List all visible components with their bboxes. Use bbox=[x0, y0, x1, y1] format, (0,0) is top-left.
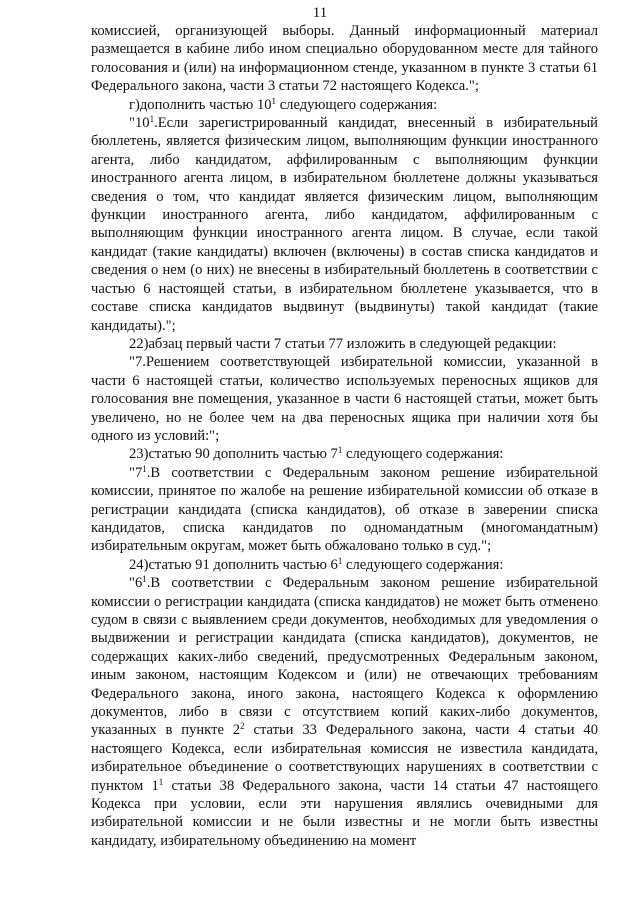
paragraph bbox=[91, 556, 598, 574]
paragraph bbox=[91, 114, 598, 335]
paragraph-text: "10 bbox=[129, 115, 150, 132]
paragraph-text: 22)абзац первый части 7 статьи 77 изложить в следующей редакции: bbox=[129, 335, 557, 352]
paragraph-text: следующего содержания: bbox=[342, 556, 504, 573]
paragraph-text: статьи 38 Федерального закона, части 14 статьи 47 настоящего Кодекса при условии, если эти нарушения являлись очевидными для избирательной комиссии и не были известны и не могли быть известны кандидату, избирательному объединению на момент bbox=[91, 777, 599, 849]
paragraph-text: .В соответствии с Федеральным законом решение избирательной комиссии, принятое по жалобе на решение избирательной комиссии об отказе в регистрации кандидата (списка кандидатов), об отказе в заверении списка кандидатов, списка кандидатов по одномандатным (многомандатным) избирательным округам, может быть обжаловано только в суд."; bbox=[91, 464, 598, 555]
paragraph-text: следующего содержания: bbox=[276, 96, 438, 113]
document-body bbox=[91, 22, 598, 850]
paragraph bbox=[91, 353, 598, 445]
paragraph-text: 23)статью 90 дополнить частью 7 bbox=[129, 446, 338, 463]
paragraph-text: комиссией, организующей выборы. Данный информационный материал размещается в кабине либо ином специально оборудованном месте для тайного голосования и (или) на информационном стенде, указанном в пункте 3 статьи 61 Федерального закона, части 3 статьи 72 настоящего Кодекса."; bbox=[91, 23, 598, 95]
paragraph-text: 24)статью 91 дополнить частью 6 bbox=[129, 556, 338, 573]
paragraph bbox=[91, 464, 598, 556]
superscript: 1 bbox=[271, 95, 277, 106]
page-number: 11 bbox=[312, 5, 328, 21]
superscript: 1 bbox=[158, 776, 164, 787]
superscript: 1 bbox=[142, 463, 147, 474]
paragraph-text: "7.Решением соответствующей избирательной комиссии, указанной в части 6 настоящей статьи, количество используемых переносных ящиков для голосования вне помещения, указанное в части 6 настоящей статьи, может быть увеличено, но не более чем на два переносных ящика при наличии хотя бы одного из условий:"; bbox=[91, 354, 598, 444]
paragraph-text: г)дополнить частью 10 bbox=[129, 96, 272, 113]
superscript: 1 bbox=[149, 114, 155, 125]
paragraph-text: .В соответствии с Федеральным законом решение избирательной комиссии о регистрации кандидата (списка кандидатов) не может быть отменено судом в связи с выявлением среди документов, необходимых для уведомления о выдвижении и регистрации кандидата (списка кандидатов), документов, не содержащих каких-либо сведений, предусмотренных Федеральным законом, иным законом, настоящим Кодексом и (или) не отвечающих требованиям Федерального закона, иного закона, настоящего Кодекса к оформлению документов, либо в связи с отсутствием копий каких-либо документов, указанных в пункте 2 bbox=[91, 575, 598, 739]
superscript: 1 bbox=[337, 555, 343, 566]
paragraph-text: статьи 33 Федерального закона, части 4 статьи 40 настоящего Кодекса, если избирательная комиссия не известила кандидата, избирательное объединение о соответствующих нарушениях в соответствии с пунктом 1 bbox=[91, 722, 598, 794]
superscript: 1 bbox=[142, 574, 147, 585]
paragraph-text: следующего содержания: bbox=[342, 446, 504, 463]
paragraph bbox=[91, 445, 598, 463]
superscript: 2 bbox=[240, 721, 245, 732]
paragraph-text: "7 bbox=[129, 464, 143, 481]
paragraph bbox=[91, 335, 598, 353]
paragraph-text: .Если зарегистрированный кандидат, внесенный в избирательный бюллетень, является физическим лицом, выполняющим функции иностранного агента, либо кандидатом, аффилированным с выполняющим функции иностранного агента лицом, в избирательном бюллетене должны указываться сведения о том, что кандидат является физическим лицом, выполняющим функции иностранного агента, либо кандидатом, аффилированным с выполняющим функции иностранного агента лицом. В случае, если такой кандидат (такие кандидаты) включен (включены) в состав списка кандидатов и сведения о нем (о них) не внесены в избирательный бюллетень в соответствии с частью 6 настоящей статьи, в избирательном бюллетене указывается, что в составе списка кандидатов выдвинут (выдвинуты) такой кандидат (такие кандидаты)."; bbox=[91, 115, 598, 334]
paragraph bbox=[91, 22, 598, 96]
paragraph bbox=[91, 574, 598, 850]
paragraph-text: "6 bbox=[129, 575, 143, 592]
superscript: 1 bbox=[337, 445, 343, 456]
paragraph bbox=[91, 96, 598, 114]
